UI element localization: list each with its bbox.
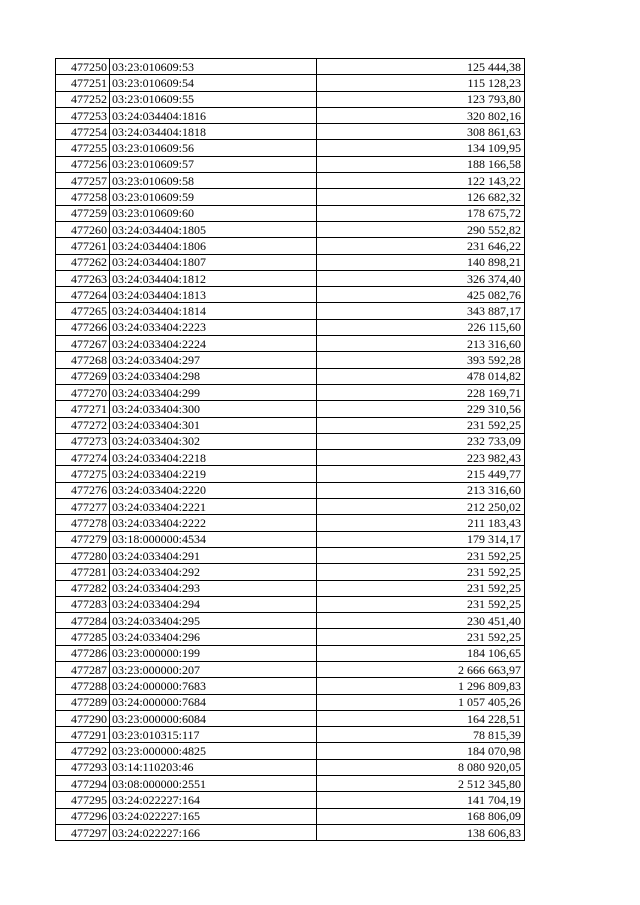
table-row: [56, 450, 525, 466]
cadastral-number-cell: 03:24:033404:2220: [110, 482, 317, 498]
cadastral-number-cell: 03:24:033404:2219: [110, 466, 317, 482]
amount-cell: 213 316,60: [317, 482, 525, 498]
cadastral-number-cell: 03:23:000000:4825: [110, 743, 317, 759]
table-row: [56, 596, 525, 612]
table-row: [56, 91, 525, 107]
cadastral-number-cell: 03:24:034404:1816: [110, 107, 317, 123]
amount-cell: 308 861,63: [317, 124, 525, 140]
table-body: [56, 59, 525, 841]
cadastral-number-cell: 03:24:000000:7684: [110, 694, 317, 710]
amount-cell: 230 451,40: [317, 613, 525, 629]
amount-cell: 393 592,28: [317, 352, 525, 368]
amount-cell: 232 733,09: [317, 433, 525, 449]
row-number-cell: 477297: [56, 824, 110, 840]
row-number-cell: 477273: [56, 433, 110, 449]
amount-cell: 123 793,80: [317, 91, 525, 107]
table-row: [56, 156, 525, 172]
table-row: [56, 499, 525, 515]
amount-cell: 134 109,95: [317, 140, 525, 156]
amount-cell: 231 592,25: [317, 580, 525, 596]
amount-cell: 231 592,25: [317, 547, 525, 563]
row-number-cell: 477260: [56, 221, 110, 237]
row-number-cell: 477252: [56, 91, 110, 107]
row-number-cell: 477253: [56, 107, 110, 123]
cadastral-number-cell: 03:23:010609:55: [110, 91, 317, 107]
row-number-cell: 477285: [56, 629, 110, 645]
cadastral-number-cell: 03:24:033404:293: [110, 580, 317, 596]
cadastral-number-cell: 03:23:010609:58: [110, 173, 317, 189]
cadastral-number-cell: 03:24:033404:296: [110, 629, 317, 645]
row-number-cell: 477294: [56, 776, 110, 792]
row-number-cell: 477287: [56, 661, 110, 677]
amount-cell: 223 982,43: [317, 450, 525, 466]
amount-cell: 1 296 809,83: [317, 678, 525, 694]
table-row: [56, 694, 525, 710]
amount-cell: 126 682,32: [317, 189, 525, 205]
amount-cell: 425 082,76: [317, 287, 525, 303]
amount-cell: 231 592,25: [317, 629, 525, 645]
table-row: [56, 580, 525, 596]
table-row: [56, 417, 525, 433]
row-number-cell: 477266: [56, 319, 110, 335]
cadastral-number-cell: 03:24:034404:1813: [110, 287, 317, 303]
row-number-cell: 477264: [56, 287, 110, 303]
amount-cell: 211 183,43: [317, 515, 525, 531]
table-row: [56, 727, 525, 743]
table-row: [56, 384, 525, 400]
amount-cell: 141 704,19: [317, 792, 525, 808]
amount-cell: 326 374,40: [317, 270, 525, 286]
row-number-cell: 477290: [56, 710, 110, 726]
cadastral-number-cell: 03:23:000000:207: [110, 661, 317, 677]
cadastral-number-cell: 03:24:033404:2218: [110, 450, 317, 466]
row-number-cell: 477284: [56, 613, 110, 629]
row-number-cell: 477281: [56, 564, 110, 580]
table-row: [56, 124, 525, 140]
amount-cell: 8 080 920,05: [317, 759, 525, 775]
row-number-cell: 477268: [56, 352, 110, 368]
table-row: [56, 824, 525, 840]
row-number-cell: 477270: [56, 384, 110, 400]
row-number-cell: 477271: [56, 401, 110, 417]
row-number-cell: 477279: [56, 531, 110, 547]
amount-cell: 125 444,38: [317, 59, 525, 75]
cadastral-number-cell: 03:23:010609:60: [110, 205, 317, 221]
amount-cell: 478 014,82: [317, 368, 525, 384]
table-row: [56, 776, 525, 792]
cadastral-number-cell: 03:24:034404:1818: [110, 124, 317, 140]
cadastral-number-cell: 03:24:022227:164: [110, 792, 317, 808]
cadastral-number-cell: 03:24:034404:1806: [110, 238, 317, 254]
row-number-cell: 477258: [56, 189, 110, 205]
row-number-cell: 477275: [56, 466, 110, 482]
row-number-cell: 477276: [56, 482, 110, 498]
row-number-cell: 477261: [56, 238, 110, 254]
amount-cell: 2 666 663,97: [317, 661, 525, 677]
table-row: [56, 319, 525, 335]
table-row: [56, 482, 525, 498]
amount-cell: 215 449,77: [317, 466, 525, 482]
table-row: [56, 547, 525, 563]
amount-cell: 138 606,83: [317, 824, 525, 840]
table-row: [56, 743, 525, 759]
cadastral-number-cell: 03:24:034404:1807: [110, 254, 317, 270]
cadastral-number-cell: 03:24:034404:1814: [110, 303, 317, 319]
row-number-cell: 477295: [56, 792, 110, 808]
amount-cell: 320 802,16: [317, 107, 525, 123]
amount-cell: 231 592,25: [317, 596, 525, 612]
cadastral-number-cell: 03:24:033404:300: [110, 401, 317, 417]
amount-cell: 164 228,51: [317, 710, 525, 726]
row-number-cell: 477283: [56, 596, 110, 612]
table-row: [56, 189, 525, 205]
row-number-cell: 477289: [56, 694, 110, 710]
cadastral-number-cell: 03:24:033404:295: [110, 613, 317, 629]
table-row: [56, 352, 525, 368]
table-row: [56, 661, 525, 677]
table-row: [56, 303, 525, 319]
table-row: [56, 433, 525, 449]
cadastral-number-cell: 03:24:022227:166: [110, 824, 317, 840]
row-number-cell: 477280: [56, 547, 110, 563]
amount-cell: 231 646,22: [317, 238, 525, 254]
cadastral-number-cell: 03:08:000000:2551: [110, 776, 317, 792]
table-row: [56, 107, 525, 123]
cadastral-number-cell: 03:24:034404:1812: [110, 270, 317, 286]
amount-cell: 343 887,17: [317, 303, 525, 319]
cadastral-number-cell: 03:24:033404:2221: [110, 499, 317, 515]
cadastral-number-cell: 03:24:033404:2222: [110, 515, 317, 531]
cadastral-number-cell: 03:23:010609:57: [110, 156, 317, 172]
amount-cell: 231 592,25: [317, 417, 525, 433]
table-row: [56, 792, 525, 808]
row-number-cell: 477254: [56, 124, 110, 140]
table-row: [56, 336, 525, 352]
table-row: [56, 645, 525, 661]
table-row: [56, 401, 525, 417]
data-table: [55, 58, 525, 841]
amount-cell: 188 166,58: [317, 156, 525, 172]
row-number-cell: 477272: [56, 417, 110, 433]
table-row: [56, 173, 525, 189]
row-number-cell: 477277: [56, 499, 110, 515]
amount-cell: 2 512 345,80: [317, 776, 525, 792]
row-number-cell: 477263: [56, 270, 110, 286]
table-row: [56, 221, 525, 237]
table-row: [56, 629, 525, 645]
cadastral-number-cell: 03:23:010609:54: [110, 75, 317, 91]
table-row: [56, 678, 525, 694]
amount-cell: 115 128,23: [317, 75, 525, 91]
table-row: [56, 238, 525, 254]
amount-cell: 179 314,17: [317, 531, 525, 547]
row-number-cell: 477256: [56, 156, 110, 172]
row-number-cell: 477292: [56, 743, 110, 759]
amount-cell: 178 675,72: [317, 205, 525, 221]
table-row: [56, 270, 525, 286]
amount-cell: 184 106,65: [317, 645, 525, 661]
row-number-cell: 477265: [56, 303, 110, 319]
cadastral-number-cell: 03:24:033404:297: [110, 352, 317, 368]
table-row: [56, 515, 525, 531]
row-number-cell: 477255: [56, 140, 110, 156]
cadastral-number-cell: 03:24:033404:299: [110, 384, 317, 400]
amount-cell: 184 070,98: [317, 743, 525, 759]
table-row: [56, 613, 525, 629]
cadastral-number-cell: 03:23:000000:199: [110, 645, 317, 661]
cadastral-number-cell: 03:24:033404:298: [110, 368, 317, 384]
table-row: [56, 75, 525, 91]
row-number-cell: 477291: [56, 727, 110, 743]
cadastral-number-cell: 03:24:034404:1805: [110, 221, 317, 237]
table-row: [56, 254, 525, 270]
table-row: [56, 808, 525, 824]
cadastral-number-cell: 03:24:033404:292: [110, 564, 317, 580]
cadastral-number-cell: 03:24:033404:2223: [110, 319, 317, 335]
table-row: [56, 368, 525, 384]
row-number-cell: 477296: [56, 808, 110, 824]
table-row: [56, 759, 525, 775]
row-number-cell: 477267: [56, 336, 110, 352]
amount-cell: 1 057 405,26: [317, 694, 525, 710]
cadastral-number-cell: 03:24:033404:291: [110, 547, 317, 563]
row-number-cell: 477274: [56, 450, 110, 466]
cadastral-number-cell: 03:23:010609:59: [110, 189, 317, 205]
cadastral-number-cell: 03:23:010315:117: [110, 727, 317, 743]
cadastral-number-cell: 03:18:000000:4534: [110, 531, 317, 547]
cadastral-number-cell: 03:14:110203:46: [110, 759, 317, 775]
cadastral-number-cell: 03:24:033404:302: [110, 433, 317, 449]
row-number-cell: 477282: [56, 580, 110, 596]
cadastral-number-cell: 03:23:000000:6084: [110, 710, 317, 726]
row-number-cell: 477250: [56, 59, 110, 75]
row-number-cell: 477259: [56, 205, 110, 221]
amount-cell: 228 169,71: [317, 384, 525, 400]
cadastral-number-cell: 03:23:010609:53: [110, 59, 317, 75]
row-number-cell: 477293: [56, 759, 110, 775]
amount-cell: 122 143,22: [317, 173, 525, 189]
amount-cell: 226 115,60: [317, 319, 525, 335]
row-number-cell: 477262: [56, 254, 110, 270]
cadastral-number-cell: 03:24:000000:7683: [110, 678, 317, 694]
row-number-cell: 477278: [56, 515, 110, 531]
cadastral-number-cell: 03:24:022227:165: [110, 808, 317, 824]
table-row: [56, 564, 525, 580]
table-row: [56, 287, 525, 303]
table-row: [56, 531, 525, 547]
amount-cell: 78 815,39: [317, 727, 525, 743]
cadastral-number-cell: 03:23:010609:56: [110, 140, 317, 156]
amount-cell: 213 316,60: [317, 336, 525, 352]
table-row: [56, 710, 525, 726]
amount-cell: 168 806,09: [317, 808, 525, 824]
cadastral-number-cell: 03:24:033404:301: [110, 417, 317, 433]
table-row: [56, 140, 525, 156]
row-number-cell: 477257: [56, 173, 110, 189]
table-row: [56, 205, 525, 221]
amount-cell: 231 592,25: [317, 564, 525, 580]
table-row: [56, 466, 525, 482]
table-row: [56, 59, 525, 75]
amount-cell: 212 250,02: [317, 499, 525, 515]
cadastral-number-cell: 03:24:033404:294: [110, 596, 317, 612]
amount-cell: 140 898,21: [317, 254, 525, 270]
row-number-cell: 477269: [56, 368, 110, 384]
row-number-cell: 477251: [56, 75, 110, 91]
amount-cell: 229 310,56: [317, 401, 525, 417]
row-number-cell: 477288: [56, 678, 110, 694]
cadastral-number-cell: 03:24:033404:2224: [110, 336, 317, 352]
row-number-cell: 477286: [56, 645, 110, 661]
amount-cell: 290 552,82: [317, 221, 525, 237]
